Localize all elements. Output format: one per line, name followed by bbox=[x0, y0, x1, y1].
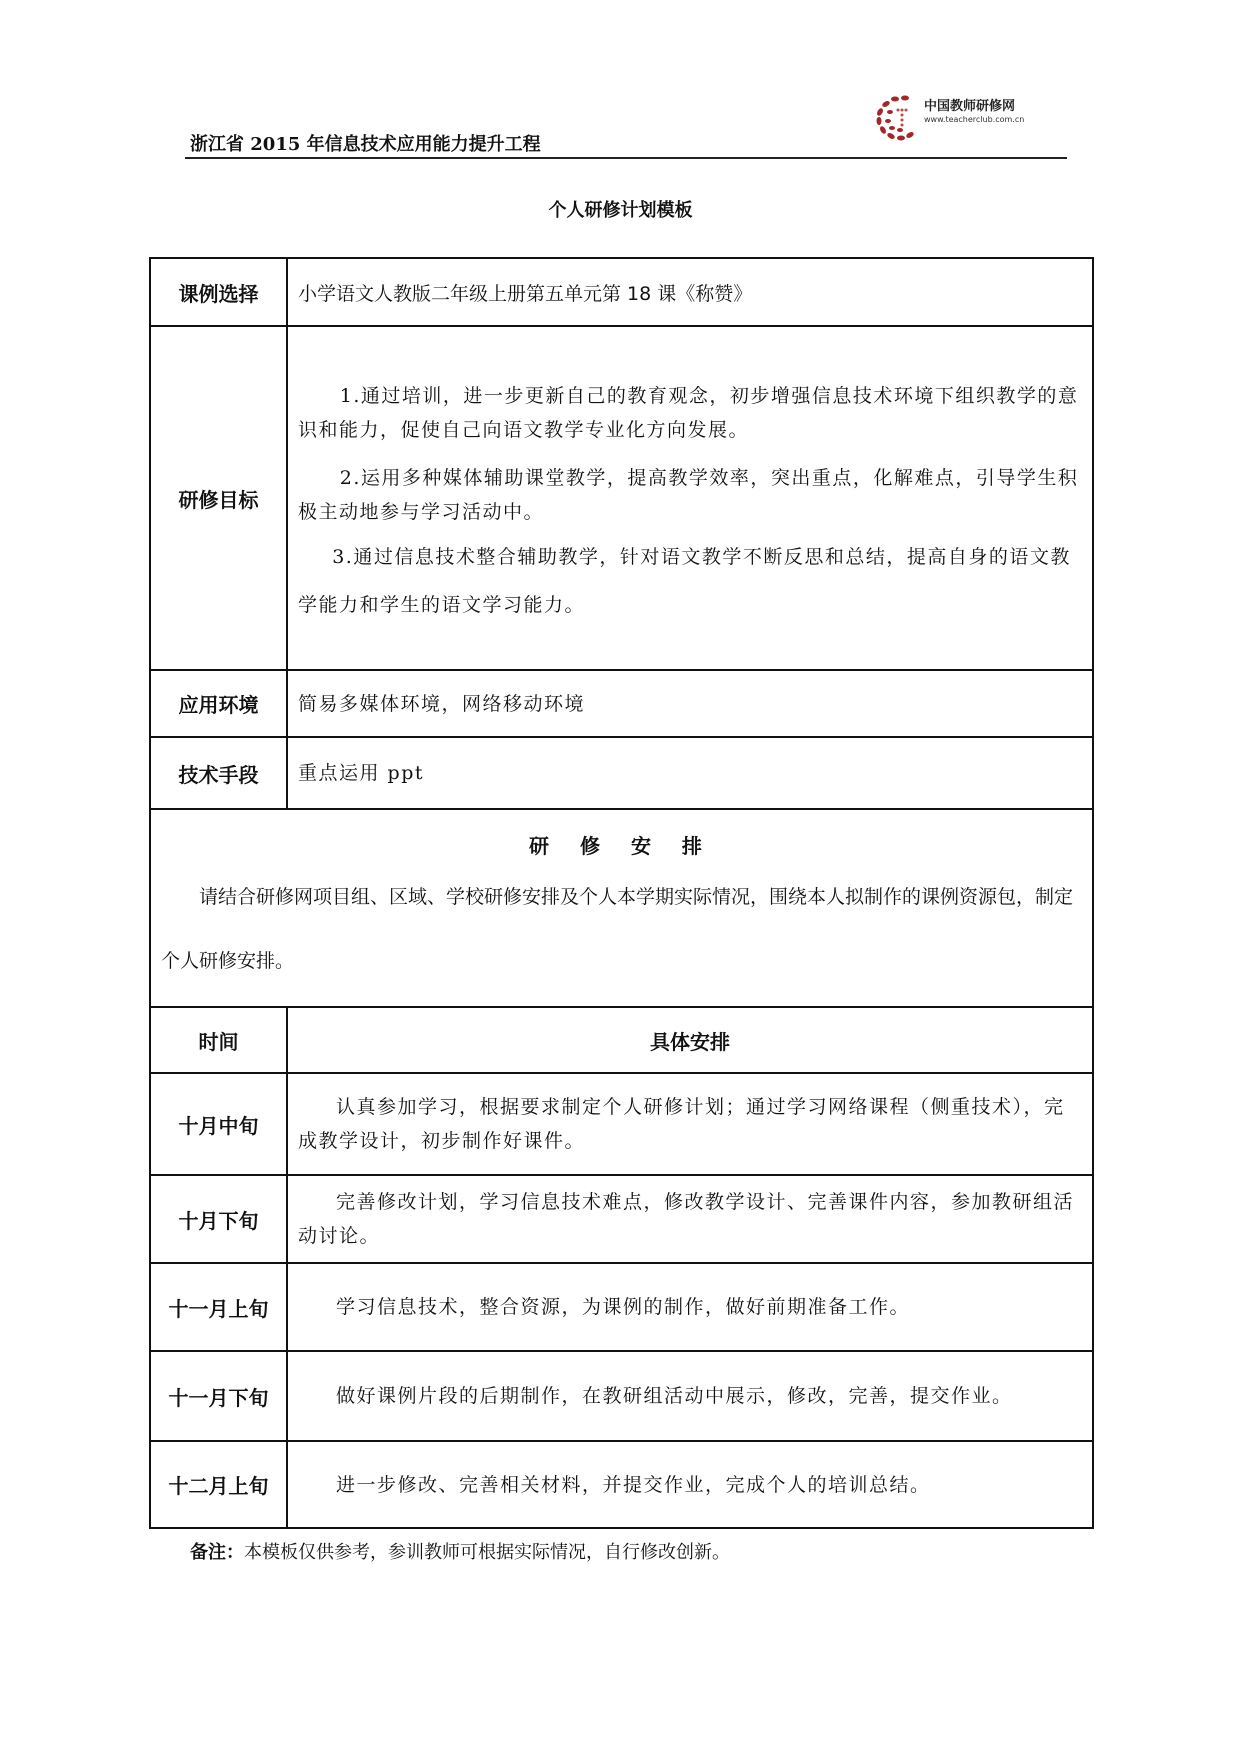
arrangement-title: 研 修 安 排 bbox=[529, 834, 714, 858]
header-title: 浙江省 2015 年信息技术应用能力提升工程 bbox=[190, 134, 541, 155]
table-row bbox=[150, 1073, 1093, 1175]
schedule-plan bbox=[287, 1263, 1093, 1351]
case-row bbox=[150, 258, 1093, 326]
schedule-time: 十一月上旬 bbox=[150, 1263, 287, 1351]
goal-item-2: 2.运用多种媒体辅助课堂教学，提高教学效率，突出重点，化解难点，引导学生积极主动地参与学习活动中。 bbox=[298, 467, 1079, 523]
case-label: 课例选择 bbox=[150, 258, 287, 326]
env-label: 应用环境 bbox=[150, 670, 287, 737]
arrangement-row bbox=[150, 809, 1093, 1007]
schedule-plan bbox=[287, 1175, 1093, 1263]
note-text: 本模板仅供参考，参训教师可根据实际情况，自行修改创新。 bbox=[244, 1542, 730, 1563]
table-row bbox=[150, 1263, 1093, 1351]
schedule-plan bbox=[287, 1441, 1093, 1528]
goal-item-3: 3.通过信息技术整合辅助教学，针对语文教学不断反思和总结，提高自身的语文教学能力和学生的语文学习能力。 bbox=[298, 546, 1071, 616]
plan-column-header: 具体安排 bbox=[287, 1007, 1093, 1073]
schedule-plan-text: 做好课例片段的后期制作，在教研组活动中展示，修改，完善，提交作业。 bbox=[336, 1385, 1013, 1407]
goal-item-1: 1.通过培训，进一步更新自己的教育观念，初步增强信息技术环境下组织教学的意识和能力，促使自己向语文教学专业化方向发展。 bbox=[298, 385, 1079, 441]
header-divider bbox=[185, 157, 1067, 159]
case-value: 小学语文人教版二年级上册第五单元第 18 课《称赞》 bbox=[287, 258, 1093, 326]
note-label: 备注： bbox=[190, 1542, 244, 1563]
logo-name: 中国教师研修网 bbox=[924, 99, 1016, 114]
schedule-time: 十二月上旬 bbox=[150, 1441, 287, 1528]
schedule-plan-text: 学习信息技术，整合资源，为课例的制作，做好前期准备工作。 bbox=[336, 1296, 911, 1318]
schedule-plan-text: 进一步修改、完善相关材料，并提交作业，完成个人的培训总结。 bbox=[336, 1473, 931, 1496]
table-row bbox=[150, 1351, 1093, 1441]
schedule-plan-text: 认真参加学习，根据要求制定个人研修计划；通过学习网络课程（侧重技术），完成教学设计，初步制作好课件。 bbox=[298, 1096, 1065, 1152]
arrangement-description: 请结合研修网项目组、区域、学校研修安排及个人本学期实际情况，围绕本人拟制作的课例资源包，制定个人研修安排。 bbox=[161, 886, 1074, 972]
page-title: 个人研修计划模板 bbox=[548, 200, 693, 221]
schedule-header-row bbox=[150, 1007, 1093, 1073]
plan-table bbox=[149, 257, 1094, 1529]
schedule-plan bbox=[287, 1073, 1093, 1175]
schedule-plan-text: 完善修改计划，学习信息技术难点，修改教学设计、完善课件内容，参加教研组活动讨论。 bbox=[298, 1191, 1075, 1247]
tech-label: 技术手段 bbox=[150, 737, 287, 809]
schedule-time: 十月下旬 bbox=[150, 1175, 287, 1263]
time-column-header: 时间 bbox=[150, 1007, 287, 1073]
schedule-time: 十月中旬 bbox=[150, 1073, 287, 1175]
goal-row bbox=[150, 326, 1093, 670]
tech-value: 重点运用 ppt bbox=[287, 737, 1093, 809]
env-row bbox=[150, 670, 1093, 737]
table-row bbox=[150, 1441, 1093, 1528]
schedule-plan bbox=[287, 1351, 1093, 1441]
table-row bbox=[150, 1175, 1093, 1263]
env-value: 简易多媒体环境，网络移动环境 bbox=[287, 670, 1093, 737]
tech-row bbox=[150, 737, 1093, 809]
logo-url: www.teacherclub.com.cn bbox=[924, 115, 1025, 124]
note bbox=[190, 1538, 730, 1564]
goal-label: 研修目标 bbox=[150, 326, 287, 670]
schedule-time: 十一月下旬 bbox=[150, 1351, 287, 1441]
goal-content bbox=[287, 326, 1093, 670]
arrangement-cell bbox=[150, 809, 1093, 1007]
